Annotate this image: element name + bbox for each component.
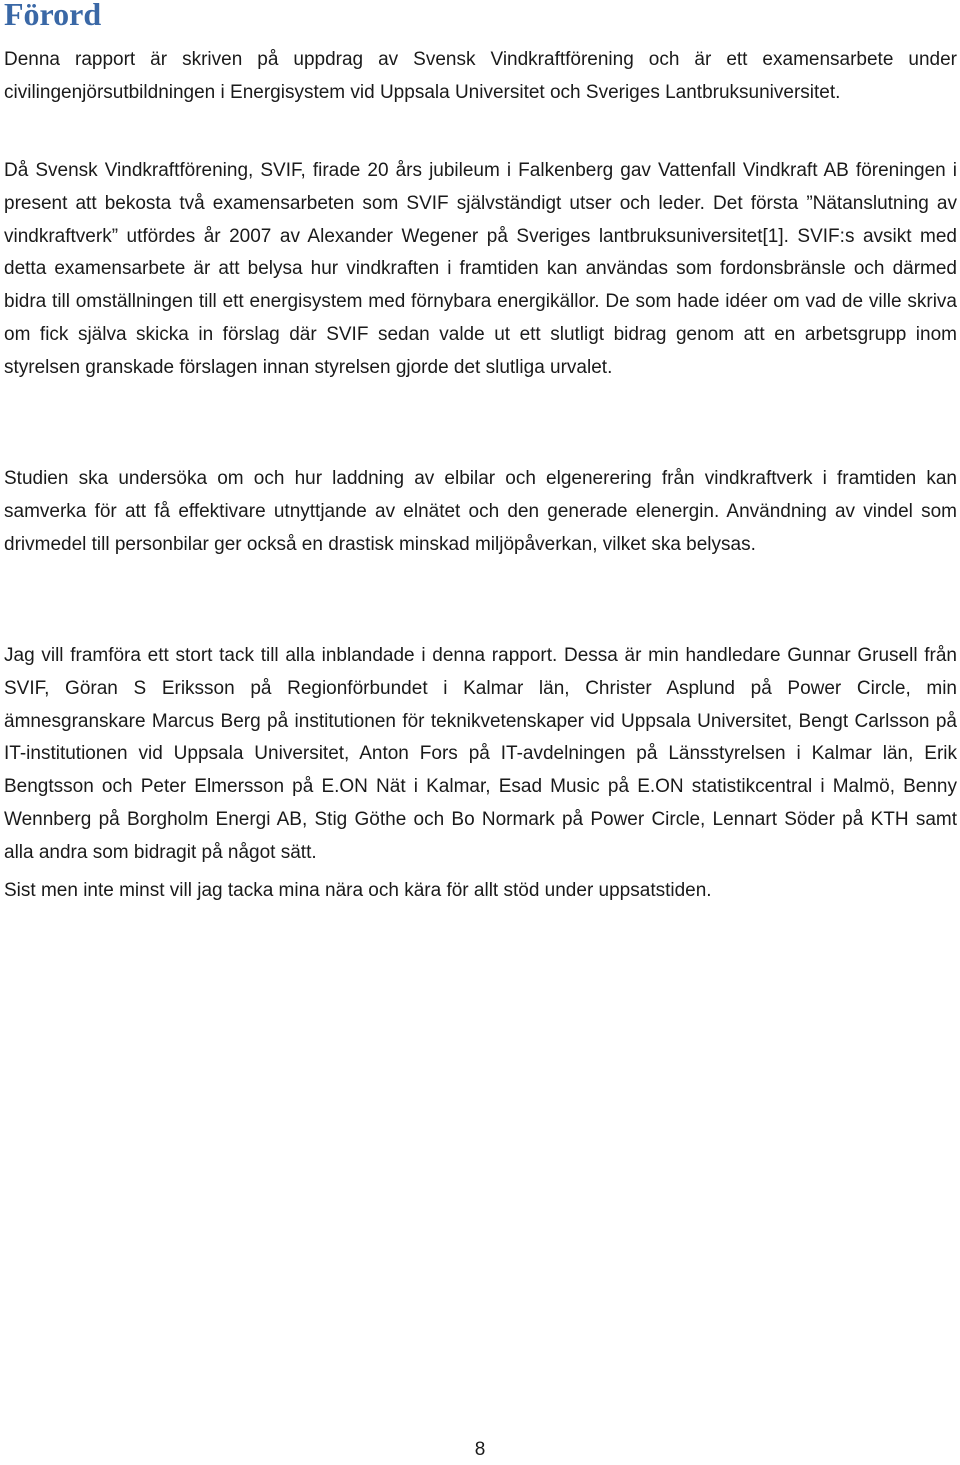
paragraph-background: Då Svensk Vindkraftförening, SVIF, firade 20 års jubileum i Falkenberg gav Vattenfall Vindkraft AB föreningen i present att bekosta två examensarbeten som SVIF självständigt utser och leder. Det första ”Nätanslutning av vindkraftverk” utfördes år 2007 av Alexander Wegener på Sveriges lantbruksuniversitet[1]. SVIF:s avsikt med detta examensarbete är att belysa hur vindkraften i framtiden kan användas som fordonsbränsle och därmed bidra till omställningen till ett energisystem med förnybara energikällor. De som hade idéer om vad de ville skriva om fick själva skicka in förslag där SVIF sedan valde ut ett slutligt bidrag genom att en arbetsgrupp inom styrelsen granskade förslagen innan styrelsen gjorde det slutliga urvalet. — [4, 160, 957, 378]
paragraph-study-aim: Studien ska undersöka om och hur laddning av elbilar och elgenerering från vindkraftverk i framtiden kan samverka för att få effektivare utnyttjande av elnätet och den generade elenergin. Användning av vindel som drivmedel till personbilar ger också en drastisk minskad miljöpåverkan, vilket ska belysas. — [4, 468, 957, 555]
paragraph-intro: Denna rapport är skriven på uppdrag av Svensk Vindkraftförening och är ett examensarbete under civilingenjörsutbildningen i Energisystem vid Uppsala Universitet och Sveriges Lantbruksuniversitet. — [4, 49, 957, 103]
page-number: 8 — [474, 1439, 486, 1460]
page-title: Förord — [4, 0, 102, 32]
paragraph-final-thanks: Sist men inte minst vill jag tacka mina nära och kära för allt stöd under uppsatstiden. — [4, 880, 712, 901]
paragraph-acknowledgements: Jag vill framföra ett stort tack till alla inblandade i denna rapport. Dessa är min handledare Gunnar Grusell från SVIF, Göran S Eriksson på Regionförbundet i Kalmar län, Christer Asplund på Power Circle, min ämnesgranskare Marcus Berg på institutionen för teknikvetenskaper vid Uppsala Universitet, Bengt Carlsson på IT-institutionen vid Uppsala Universitet, Anton Fors på IT-avdelningen på Länsstyrelsen i Kalmar län, Erik Bengtsson och Peter Elmersson på E.ON Nät i Kalmar, Esad Music på E.ON statistikcentral i Malmö, Benny Wennberg på Borgholm Energi AB, Stig Göthe och Bo Normark på Power Circle, Lennart Söder på KTH samt alla andra som bidragit på något sätt. — [4, 645, 957, 863]
